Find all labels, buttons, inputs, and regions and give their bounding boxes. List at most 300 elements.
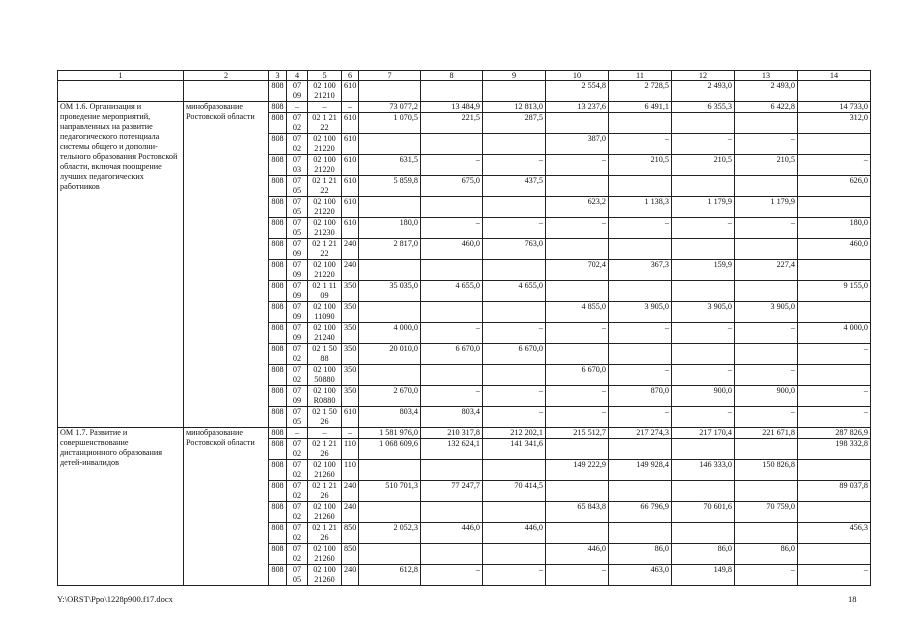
value-cell: –	[609, 365, 672, 386]
code-cell: 02 1 21 22	[308, 113, 342, 134]
value-cell	[483, 197, 546, 218]
value-cell: 803,4	[359, 407, 421, 428]
value-cell: –	[735, 407, 798, 428]
value-cell	[609, 176, 672, 197]
value-cell	[421, 260, 483, 281]
value-cell	[798, 460, 871, 481]
code-cell: 808	[269, 565, 287, 586]
value-cell	[735, 344, 798, 365]
code-cell: 07 09	[287, 302, 308, 323]
value-cell: –	[735, 565, 798, 586]
value-cell: 631,5	[359, 155, 421, 176]
value-cell	[546, 523, 609, 544]
code-cell: 07 02	[287, 502, 308, 523]
value-cell: 900,0	[735, 386, 798, 407]
code-cell: 808	[269, 239, 287, 260]
code-cell: 02 100 21220	[308, 197, 342, 218]
executor-name: минобразование Ростовской области	[184, 102, 269, 428]
value-cell	[483, 365, 546, 386]
value-cell: 437,5	[483, 176, 546, 197]
column-number: 9	[483, 71, 546, 81]
value-cell: –	[672, 323, 735, 344]
value-cell: 1 068 609,6	[359, 439, 421, 460]
code-cell: 808	[269, 102, 287, 113]
value-cell: 12 813,0	[483, 102, 546, 113]
value-cell: –	[546, 565, 609, 586]
value-cell: 221,5	[421, 113, 483, 134]
code-cell: 808	[269, 407, 287, 428]
value-cell: 446,0	[421, 523, 483, 544]
value-cell	[609, 523, 672, 544]
code-cell: 07 02	[287, 344, 308, 365]
value-cell	[546, 481, 609, 502]
value-cell: –	[672, 218, 735, 239]
column-number: 14	[798, 71, 871, 81]
value-cell: –	[483, 323, 546, 344]
value-cell: –	[483, 218, 546, 239]
value-cell: 803,4	[421, 407, 483, 428]
value-cell	[483, 460, 546, 481]
value-cell: 870,0	[609, 386, 672, 407]
column-number: 7	[359, 71, 421, 81]
code-cell: 07 02	[287, 523, 308, 544]
value-cell: 70 601,6	[672, 502, 735, 523]
code-cell: 350	[342, 302, 359, 323]
value-cell: –	[546, 155, 609, 176]
value-cell: 149,8	[672, 565, 735, 586]
code-cell: 02 100 21260	[308, 565, 342, 586]
value-cell: 1 581 976,0	[359, 428, 421, 439]
code-cell: 07 09	[287, 323, 308, 344]
code-cell: –	[308, 102, 342, 113]
value-cell: 460,0	[421, 239, 483, 260]
value-cell: 13 484,9	[421, 102, 483, 113]
code-cell: 808	[269, 460, 287, 481]
column-number: 12	[672, 71, 735, 81]
code-cell: 07 05	[287, 407, 308, 428]
value-cell	[483, 302, 546, 323]
value-cell: 210 317,8	[421, 428, 483, 439]
value-cell: 1 070,5	[359, 113, 421, 134]
value-cell	[672, 481, 735, 502]
code-cell: 808	[269, 523, 287, 544]
value-cell	[359, 134, 421, 155]
value-cell: 4 000,0	[798, 323, 871, 344]
code-cell: 808	[269, 155, 287, 176]
code-cell: 808	[269, 281, 287, 302]
value-cell: 3 905,0	[672, 302, 735, 323]
column-number: 13	[735, 71, 798, 81]
code-cell: 350	[342, 281, 359, 302]
column-number: 10	[546, 71, 609, 81]
code-cell: 350	[342, 323, 359, 344]
value-cell: 180,0	[359, 218, 421, 239]
value-cell: 149 928,4	[609, 460, 672, 481]
code-cell: 850	[342, 523, 359, 544]
measure-name: ОМ 1.7. Развитие и совершенствование дистанционного образования детей-инвалидов	[58, 428, 184, 586]
value-cell: 446,0	[546, 544, 609, 565]
value-cell: 1 179,9	[672, 197, 735, 218]
value-cell: 35 035,0	[359, 281, 421, 302]
value-cell: –	[483, 386, 546, 407]
value-cell	[421, 134, 483, 155]
value-cell	[483, 134, 546, 155]
value-cell: 2 052,3	[359, 523, 421, 544]
value-cell	[798, 134, 871, 155]
value-cell: 132 624,1	[421, 439, 483, 460]
value-cell: 6 422,8	[735, 102, 798, 113]
code-cell: 610	[342, 176, 359, 197]
value-cell: 6 670,0	[546, 365, 609, 386]
code-cell: 07 09	[287, 260, 308, 281]
column-number: 11	[609, 71, 672, 81]
value-cell: 6 670,0	[483, 344, 546, 365]
code-cell: 07 05	[287, 218, 308, 239]
value-cell: 66 796,9	[609, 502, 672, 523]
code-cell: 07 02	[287, 113, 308, 134]
value-cell: 312,0	[798, 113, 871, 134]
value-cell	[609, 344, 672, 365]
value-cell: 217 274,3	[609, 428, 672, 439]
value-cell: 227,4	[735, 260, 798, 281]
value-cell: 612,8	[359, 565, 421, 586]
value-cell	[798, 365, 871, 386]
value-cell: 387,0	[546, 134, 609, 155]
value-cell: 463,0	[609, 565, 672, 586]
value-cell: –	[546, 386, 609, 407]
value-cell	[421, 502, 483, 523]
value-cell: –	[483, 155, 546, 176]
code-cell: 07 03	[287, 155, 308, 176]
value-cell	[798, 302, 871, 323]
value-cell	[609, 113, 672, 134]
value-cell: –	[609, 134, 672, 155]
value-cell	[798, 502, 871, 523]
value-cell	[672, 176, 735, 197]
value-cell	[672, 439, 735, 460]
column-number: 1	[58, 71, 184, 81]
value-cell: 180,0	[798, 218, 871, 239]
measure-name: ОМ 1.6. Организация и проведение мероприятий, направленных на развитие педагогического потенциала системы общего и дополни-тельного образования Ростовской области, включая поощрение лучших педагогических работников	[58, 102, 184, 428]
value-cell: 4 000,0	[359, 323, 421, 344]
value-cell	[483, 502, 546, 523]
value-cell	[798, 544, 871, 565]
value-cell: 623,2	[546, 197, 609, 218]
value-cell: 5 859,8	[359, 176, 421, 197]
value-cell: –	[735, 365, 798, 386]
code-cell: 02 100 50880	[308, 365, 342, 386]
value-cell: 210,5	[609, 155, 672, 176]
value-cell: –	[421, 218, 483, 239]
value-cell: 4 855,0	[546, 302, 609, 323]
value-cell: 212 202,1	[483, 428, 546, 439]
code-cell: 610	[342, 197, 359, 218]
code-cell: 02 100 11090	[308, 302, 342, 323]
value-cell: –	[672, 407, 735, 428]
value-cell: –	[735, 323, 798, 344]
value-cell: –	[421, 565, 483, 586]
code-cell: 110	[342, 439, 359, 460]
value-cell	[421, 460, 483, 481]
value-cell: 4 655,0	[483, 281, 546, 302]
value-cell: 446,0	[483, 523, 546, 544]
value-cell: 2 554,8	[546, 81, 609, 102]
code-cell: 07 05	[287, 565, 308, 586]
code-cell: 240	[342, 502, 359, 523]
value-cell: 146 333,0	[672, 460, 735, 481]
code-cell: 610	[342, 218, 359, 239]
code-cell: –	[342, 428, 359, 439]
value-cell	[672, 113, 735, 134]
value-cell	[672, 523, 735, 544]
budget-table	[57, 70, 871, 586]
code-cell: 07 02	[287, 544, 308, 565]
value-cell	[359, 502, 421, 523]
value-cell: 89 037,8	[798, 481, 871, 502]
value-cell: –	[546, 323, 609, 344]
code-cell: 07 09	[287, 281, 308, 302]
value-cell: 221 671,8	[735, 428, 798, 439]
value-cell: 20 010,0	[359, 344, 421, 365]
value-cell	[359, 460, 421, 481]
value-cell: –	[735, 218, 798, 239]
value-cell: –	[798, 344, 871, 365]
value-cell: 65 843,8	[546, 502, 609, 523]
value-cell: 141 341,6	[483, 439, 546, 460]
value-cell	[735, 523, 798, 544]
value-cell: 3 905,0	[609, 302, 672, 323]
column-number: 5	[308, 71, 342, 81]
value-cell: 149 222,9	[546, 460, 609, 481]
code-cell: 02 1 11 09	[308, 281, 342, 302]
code-cell: 808	[269, 113, 287, 134]
code-cell: 610	[342, 134, 359, 155]
value-cell: 460,0	[798, 239, 871, 260]
column-number: 6	[342, 71, 359, 81]
value-cell: –	[421, 155, 483, 176]
value-cell: 86,0	[609, 544, 672, 565]
value-cell: 626,0	[798, 176, 871, 197]
code-cell: 808	[269, 502, 287, 523]
code-cell: 240	[342, 239, 359, 260]
code-cell: 808	[269, 386, 287, 407]
code-cell: –	[342, 102, 359, 113]
code-cell: 07 02	[287, 481, 308, 502]
code-cell: 808	[269, 176, 287, 197]
code-cell: 808	[269, 302, 287, 323]
code-cell: 02 1 21 26	[308, 523, 342, 544]
code-cell: 02 100 21260	[308, 502, 342, 523]
code-cell: 07 05	[287, 176, 308, 197]
value-cell	[359, 365, 421, 386]
value-cell: 210,5	[735, 155, 798, 176]
value-cell: –	[798, 155, 871, 176]
value-cell	[798, 260, 871, 281]
value-cell: 6 491,1	[609, 102, 672, 113]
value-cell: 198 332,8	[798, 439, 871, 460]
code-cell: 808	[269, 323, 287, 344]
code-cell: 02 1 50 88	[308, 344, 342, 365]
value-cell: 70 759,0	[735, 502, 798, 523]
value-cell: 13 237,6	[546, 102, 609, 113]
code-cell: 610	[342, 113, 359, 134]
code-cell: –	[287, 102, 308, 113]
code-cell: 110	[342, 460, 359, 481]
value-cell	[672, 344, 735, 365]
column-number: 4	[287, 71, 308, 81]
column-number: 2	[184, 71, 269, 81]
code-cell: 610	[342, 407, 359, 428]
value-cell: 3 905,0	[735, 302, 798, 323]
value-cell: 763,0	[483, 239, 546, 260]
value-cell: –	[421, 386, 483, 407]
value-cell: 14 733,0	[798, 102, 871, 113]
code-cell: 02 100 R0880	[308, 386, 342, 407]
code-cell: 808	[269, 81, 287, 102]
value-cell: –	[672, 365, 735, 386]
code-cell: 02 100 21220	[308, 134, 342, 155]
value-cell: 287,5	[483, 113, 546, 134]
code-cell: 02 100 21210	[308, 81, 342, 102]
code-cell: 350	[342, 344, 359, 365]
column-number: 8	[421, 71, 483, 81]
table-row	[58, 428, 871, 439]
code-cell: 808	[269, 134, 287, 155]
value-cell: 6 670,0	[421, 344, 483, 365]
value-cell: 159,9	[672, 260, 735, 281]
code-cell: 808	[269, 365, 287, 386]
value-cell	[421, 197, 483, 218]
code-cell: 02 100 21220	[308, 260, 342, 281]
code-cell: 07 02	[287, 439, 308, 460]
value-cell	[483, 260, 546, 281]
header-row	[58, 71, 871, 81]
table-row	[58, 81, 871, 102]
value-cell	[546, 281, 609, 302]
value-cell: –	[609, 218, 672, 239]
value-cell	[735, 439, 798, 460]
code-cell: 02 1 21 22	[308, 239, 342, 260]
value-cell: –	[546, 218, 609, 239]
code-cell: 07 05	[287, 197, 308, 218]
value-cell	[609, 281, 672, 302]
value-cell: –	[546, 407, 609, 428]
value-cell	[359, 197, 421, 218]
value-cell	[735, 281, 798, 302]
value-cell: 86,0	[672, 544, 735, 565]
value-cell: –	[609, 323, 672, 344]
code-cell: 07 09	[287, 386, 308, 407]
code-cell: 808	[269, 344, 287, 365]
code-cell: 02 100 21220	[308, 155, 342, 176]
code-cell: 02 1 21 26	[308, 439, 342, 460]
code-cell: 240	[342, 260, 359, 281]
value-cell	[672, 281, 735, 302]
value-cell: 73 077,2	[359, 102, 421, 113]
code-cell: 808	[269, 197, 287, 218]
value-cell	[421, 302, 483, 323]
value-cell	[421, 544, 483, 565]
code-cell: 02 100 21260	[308, 544, 342, 565]
code-cell: 02 100 21260	[308, 460, 342, 481]
value-cell	[735, 481, 798, 502]
code-cell: –	[308, 428, 342, 439]
code-cell: 07 02	[287, 134, 308, 155]
value-cell	[609, 239, 672, 260]
value-cell: 2 670,0	[359, 386, 421, 407]
code-cell: 02 100 21230	[308, 218, 342, 239]
value-cell: –	[798, 565, 871, 586]
value-cell: 510 701,3	[359, 481, 421, 502]
code-cell: 808	[269, 260, 287, 281]
value-cell: –	[798, 386, 871, 407]
value-cell: 9 155,0	[798, 281, 871, 302]
value-cell	[546, 439, 609, 460]
value-cell	[546, 344, 609, 365]
value-cell: 215 512,7	[546, 428, 609, 439]
code-cell: 240	[342, 481, 359, 502]
value-cell: 1 179,9	[735, 197, 798, 218]
value-cell	[735, 239, 798, 260]
value-cell: –	[609, 407, 672, 428]
value-cell	[359, 260, 421, 281]
code-cell: 02 1 50 26	[308, 407, 342, 428]
value-cell: 210,5	[672, 155, 735, 176]
value-cell: 702,4	[546, 260, 609, 281]
code-cell: 02 1 21 22	[308, 176, 342, 197]
code-cell: 07 09	[287, 81, 308, 102]
footer-file-path: Y:\ORST\Ppo\1228p900.f17.docx	[57, 594, 173, 604]
value-cell: 70 414,5	[483, 481, 546, 502]
value-cell: 367,3	[609, 260, 672, 281]
code-cell: 240	[342, 565, 359, 586]
code-cell: 07 09	[287, 239, 308, 260]
value-cell	[359, 302, 421, 323]
value-cell	[609, 481, 672, 502]
value-cell: 287 826,9	[798, 428, 871, 439]
value-cell: –	[735, 134, 798, 155]
executor-name: минобразование Ростовской области	[184, 428, 269, 586]
value-cell	[483, 544, 546, 565]
value-cell: 900,0	[672, 386, 735, 407]
value-cell: 2 817,0	[359, 239, 421, 260]
code-cell: 07 02	[287, 460, 308, 481]
page-number: 18	[848, 594, 857, 604]
code-cell: 808	[269, 439, 287, 460]
value-cell: –	[421, 323, 483, 344]
value-cell	[672, 239, 735, 260]
code-cell: 808	[269, 218, 287, 239]
column-number: 3	[269, 71, 287, 81]
code-cell: 808	[269, 428, 287, 439]
value-cell	[359, 544, 421, 565]
value-cell	[735, 113, 798, 134]
value-cell: 150 826,8	[735, 460, 798, 481]
value-cell: 6 355,3	[672, 102, 735, 113]
code-cell: –	[287, 428, 308, 439]
table-row	[58, 102, 871, 113]
value-cell: 86,0	[735, 544, 798, 565]
value-cell: 2 493,0	[672, 81, 735, 102]
value-cell	[798, 197, 871, 218]
value-cell: 4 655,0	[421, 281, 483, 302]
value-cell	[546, 176, 609, 197]
code-cell: 850	[342, 544, 359, 565]
value-cell: 77 247,7	[421, 481, 483, 502]
code-cell: 808	[269, 544, 287, 565]
value-cell: 1 138,3	[609, 197, 672, 218]
value-cell: –	[483, 565, 546, 586]
